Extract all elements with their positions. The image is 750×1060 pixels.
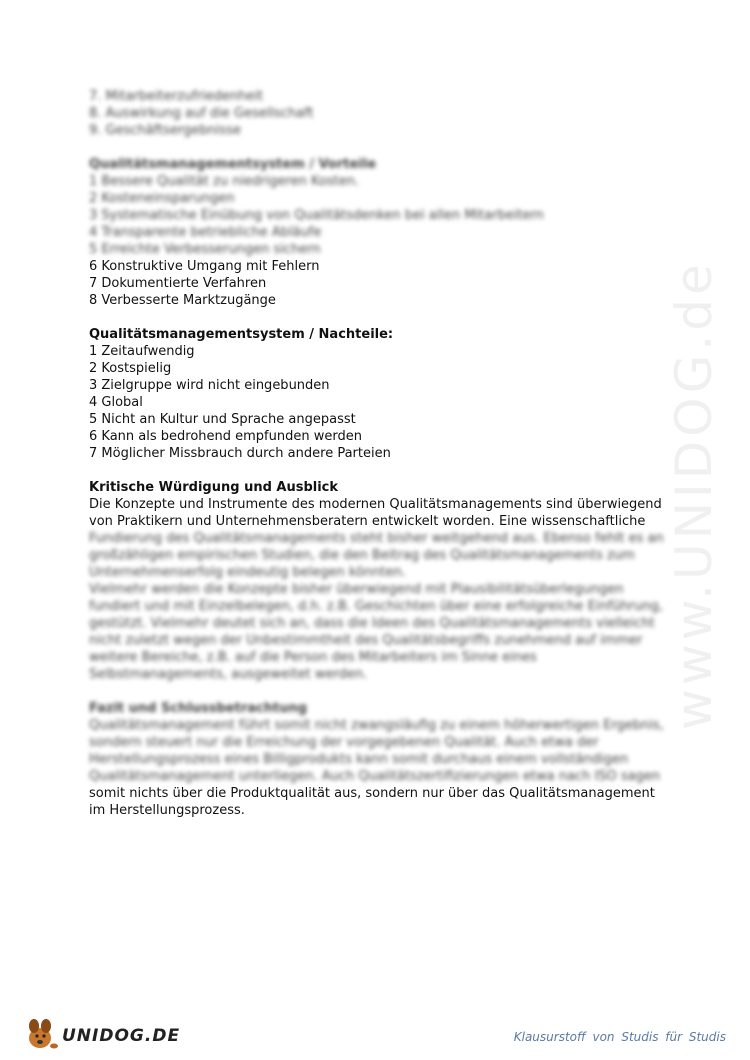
watermark: www.UNIDOG.de xyxy=(665,260,723,730)
paragraph-line: sondern steuert nur die Erreichung der vorgegebenen Qualität. Auch etwa der xyxy=(89,735,599,750)
list-item: 1 Bessere Qualität zu niedrigeren Kosten. xyxy=(89,174,360,189)
logo-text: UNIDOG.DE xyxy=(62,1026,181,1046)
list-item: 8. Auswirkung auf die Gesellschaft xyxy=(89,106,314,121)
list-item: 8 Verbesserte Marktzugänge xyxy=(89,293,276,308)
paragraph-line: großzähligen empirischen Studien, die den Beitrag des Qualitätsmanagements zum xyxy=(89,548,635,563)
heading-fazit: Fazit und Schlussbetrachtung xyxy=(89,701,308,716)
paragraph-line: Fundierung des Qualitätsmanagements steht bisher weitgehend aus. Ebenso fehlt es an xyxy=(89,531,664,546)
list-item: 4 Global xyxy=(89,395,143,410)
paragraph-line: Qualitätsmanagement unterliegen. Auch Qualitätszertifizierungen etwa nach ISO sagen xyxy=(89,769,661,784)
paragraph-line: im Herstellungsprozess. xyxy=(89,803,245,818)
paragraph-line: weitere Bereiche, z.B. auf die Person des Mitarbeiters im Sinne eines xyxy=(89,650,537,665)
list-item: 3 Zielgruppe wird nicht eingebunden xyxy=(89,378,330,393)
paragraph-line: Die Konzepte und Instrumente des modernen Qualitätsmanagements sind überwiegend xyxy=(89,497,662,512)
paragraph-line: Qualitätsmanagement führt somit nicht zwangsläufig zu einem höherwertigen Ergebnis, xyxy=(89,718,664,733)
list-item: 3 Systematische Einübung von Qualitätsdenken bei allen Mitarbeitern xyxy=(89,208,544,223)
footer-tagline: Klausurstoff von Studis für Studis xyxy=(513,1030,726,1044)
paragraph-line: somit nichts über die Produktqualität aus, sondern nur über das Qualitätsmanagement xyxy=(89,786,655,801)
document-body xyxy=(89,88,669,819)
list-item: 5 Nicht an Kultur und Sprache angepasst xyxy=(89,412,356,427)
heading-vorteile: Qualitätsmanagementsystem / Vorteile xyxy=(89,157,377,172)
blurred-list-top xyxy=(89,88,669,139)
paragraph-line: nicht zuletzt wegen der Unbestimmtheit des Qualitätsbegriffs zunehmend auf immer xyxy=(89,633,643,648)
list-item: 4 Transparente betriebliche Abläufe xyxy=(89,225,322,240)
heading-nachteile: Qualitätsmanagementsystem / Nachteile: xyxy=(89,327,394,342)
list-item: 5 Erreichte Verbesserungen sichern xyxy=(89,242,321,257)
paragraph-line: Herstellungsprozess eines Billigprodukts kann somit durchaus einem vollständigen xyxy=(89,752,629,767)
list-item: 7 Möglicher Missbrauch durch andere Parteien xyxy=(89,446,391,461)
paragraph-line: von Praktikern und Unternehmensberatern entwickelt worden. Eine wissenschaftliche xyxy=(89,514,646,529)
list-item: 2 Kosteneinsparungen xyxy=(89,191,235,206)
paragraph-line: fundiert und mit Einzelbelegen, d.h. z.B. Geschichten über eine erfolgreiche Einführung, xyxy=(89,599,663,614)
list-item: 9. Geschäftsergebnisse xyxy=(89,123,241,138)
list-item: 6 Konstruktive Umgang mit Fehlern xyxy=(89,259,320,274)
list-item: 6 Kann als bedrohend empfunden werden xyxy=(89,429,362,444)
paragraph-line: gestützt. Vielmehr deutet sich an, dass die Ideen des Qualitätsmanagements vielleicht xyxy=(89,616,655,631)
unidog-logo[interactable] xyxy=(22,1016,181,1052)
dog-icon xyxy=(22,1016,62,1052)
paragraph-line: Selbstmanagements, ausgeweitet werden. xyxy=(89,667,368,682)
list-item: 2 Kostspielig xyxy=(89,361,172,376)
paragraph-line: Unternehmenserfolg eindeutig belegen könnten. xyxy=(89,565,406,580)
list-item: 7. Mitarbeiterzufriedenheit xyxy=(89,89,264,104)
heading-kritik: Kritische Würdigung und Ausblick xyxy=(89,480,339,495)
list-item: 7 Dokumentierte Verfahren xyxy=(89,276,267,291)
list-item: 1 Zeitaufwendig xyxy=(89,344,195,359)
paragraph-line: Vielmehr werden die Konzepte bisher überwiegend mit Plausibilitätsüberlegungen xyxy=(89,582,624,597)
